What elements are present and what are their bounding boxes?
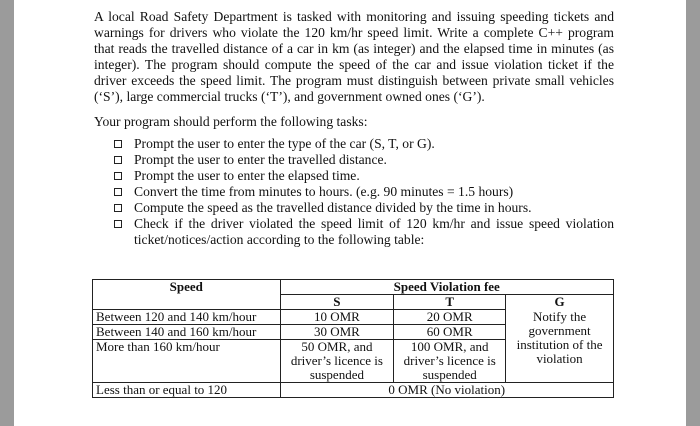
type-g-header: G bbox=[506, 295, 614, 310]
table-row bbox=[93, 383, 614, 398]
type-s-header: S bbox=[280, 295, 394, 310]
right-gray-margin bbox=[686, 0, 700, 426]
checkbox-bullet-icon bbox=[114, 140, 122, 148]
speed-violation-table bbox=[92, 279, 614, 398]
checkbox-bullet-icon bbox=[114, 156, 122, 164]
fee-s-cell: 30 OMR bbox=[280, 325, 394, 340]
fee-s-cell: 50 OMR, and driver’s licence is suspended bbox=[280, 340, 394, 383]
task-item: Prompt the user to enter the elapsed time. bbox=[114, 168, 614, 184]
tasks-intro: Your program should perform the following tasks: bbox=[94, 114, 368, 129]
checkbox-bullet-icon bbox=[114, 188, 122, 196]
checkbox-bullet-icon bbox=[114, 204, 122, 212]
table-row bbox=[93, 310, 614, 325]
task-item: Prompt the user to enter the type of the car (S, T, or G). bbox=[114, 136, 614, 152]
checkbox-bullet-icon bbox=[114, 172, 122, 180]
fee-s-cell: 10 OMR bbox=[280, 310, 394, 325]
table-type-row bbox=[93, 295, 614, 310]
fee-t-cell: 20 OMR bbox=[394, 310, 506, 325]
left-gray-margin bbox=[0, 0, 14, 426]
table-header-row bbox=[93, 280, 614, 295]
speed-range-cell: Between 120 and 140 km/hour bbox=[93, 310, 281, 325]
fee-header: Speed Violation fee bbox=[280, 280, 614, 295]
task-item: Compute the speed as the travelled distance divided by the time in hours. bbox=[114, 200, 614, 216]
document-page bbox=[14, 0, 686, 426]
task-item: Prompt the user to enter the travelled distance. bbox=[114, 152, 614, 168]
checkbox-bullet-icon bbox=[114, 220, 122, 228]
fee-g-cell: Notify the government institution of the violation bbox=[506, 310, 614, 383]
fee-t-cell: 100 OMR, and driver’s licence is suspended bbox=[394, 340, 506, 383]
speed-range-cell: More than 160 km/hour bbox=[93, 340, 281, 383]
speed-range-cell: Less than or equal to 120 bbox=[93, 383, 281, 398]
speed-header: Speed bbox=[93, 280, 281, 295]
no-violation-cell: 0 OMR (No violation) bbox=[280, 383, 614, 398]
speed-range-cell: Between 140 and 160 km/hour bbox=[93, 325, 281, 340]
speed-header-spacer bbox=[93, 295, 281, 310]
type-t-header: T bbox=[394, 295, 506, 310]
fee-t-cell: 60 OMR bbox=[394, 325, 506, 340]
task-item: Check if the driver violated the speed limit of 120 km/hr and issue speed violation ticket/notices/action according to the following table: bbox=[114, 216, 614, 248]
problem-paragraph: A local Road Safety Department is tasked with monitoring and issuing speeding tickets and warnings for drivers who violate the 120 km/hr speed limit. Write a complete C++ program that reads the travelled distance of a car in km (as integer) and the elapsed time in minutes (as integer). The program should compute the speed of the car and issue violation ticket if the driver exceeds the speed limit. The program must distinguish between private small vehicles (‘S’), large commercial trucks (‘T’), and government owned ones (‘G’). bbox=[94, 9, 614, 104]
task-list bbox=[114, 136, 614, 248]
task-item: Convert the time from minutes to hours. (e.g. 90 minutes = 1.5 hours) bbox=[114, 184, 614, 200]
